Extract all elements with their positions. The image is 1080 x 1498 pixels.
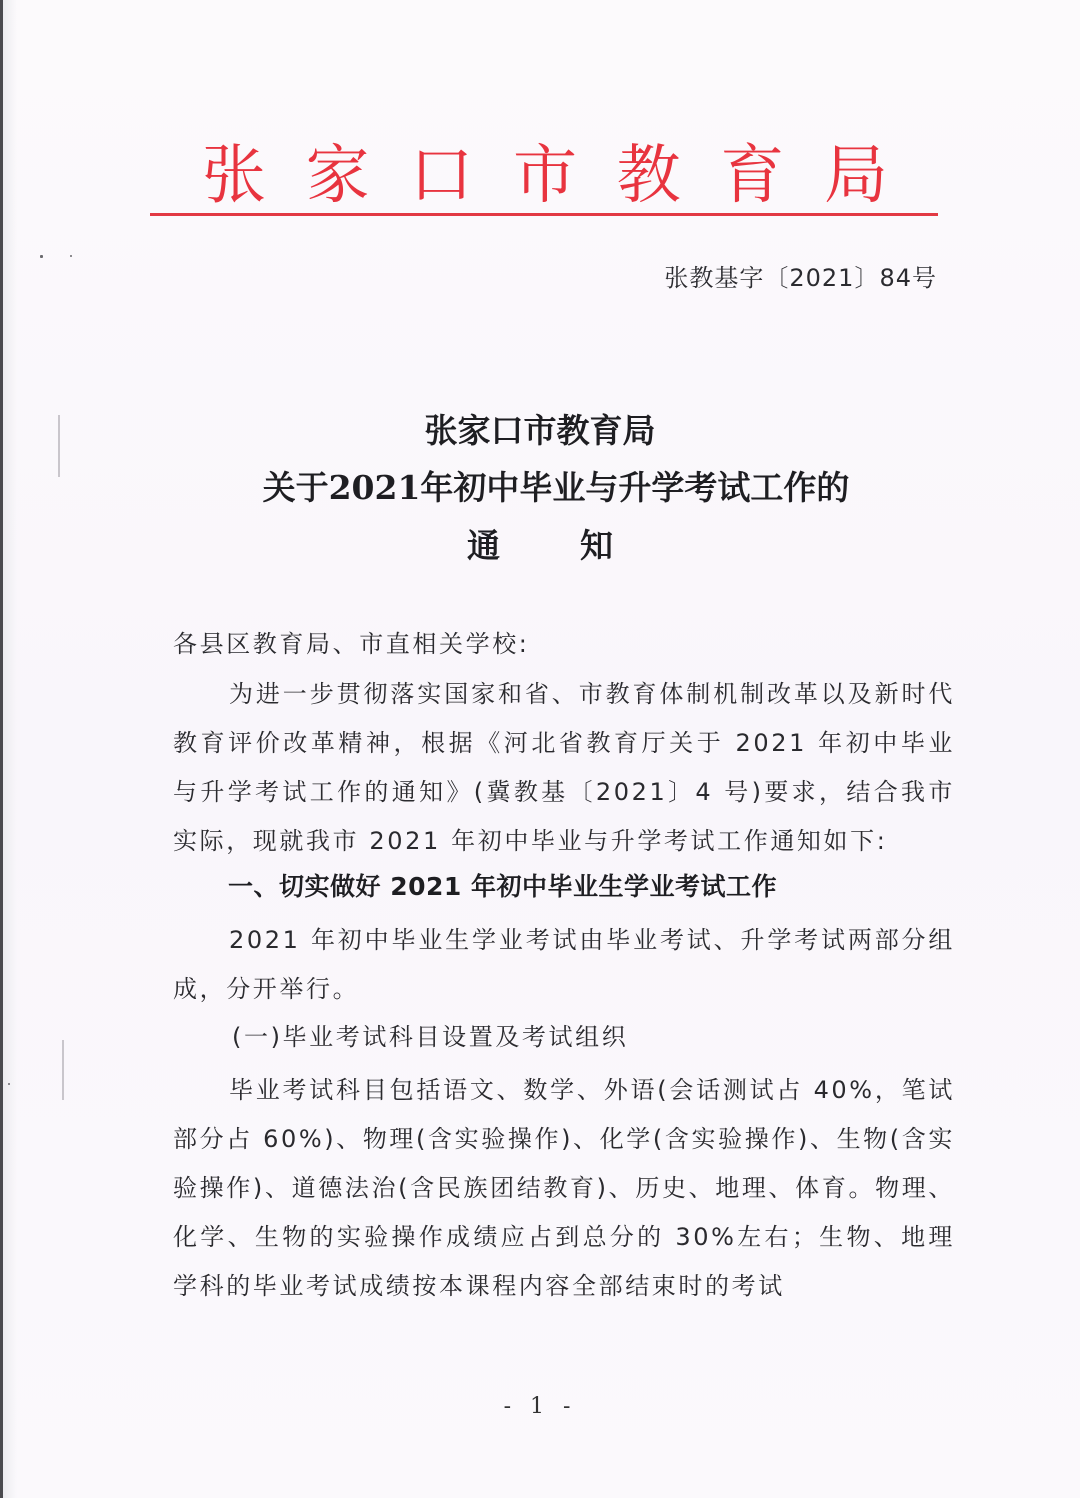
issuer-masthead [150,125,940,215]
salutation: 各县区教育局、市直相关学校: [173,630,530,658]
binding-mark [62,1040,64,1100]
masthead-char: 家 [305,139,370,213]
document-number: 张教基字〔2021〕84号 [664,264,937,292]
section-paragraph: 2021 年初中毕业生学业考试由毕业考试、升学考试两部分组成，分开举行。 [173,926,955,1003]
masthead-char: 局 [823,139,888,213]
title-notice: 通知 [467,526,693,565]
masthead-char: 市 [512,139,577,213]
masthead-char: 张 [202,139,266,213]
page-number: - 1 - [503,1394,577,1419]
scan-speck [40,255,43,258]
masthead-char: 育 [720,139,785,213]
subsection-paragraph: 毕业考试科目包括语文、数学、外语(会话测试占 40%，笔试部分占 60%)、物理(含实验操作)、化学(含实验操作)、生物(含实验操作)、道德法治(含民族团结教育)、历史、地理、体育。物理、化学、生物的实验操作成绩应占到总分的 30%左右；生物、地理学科的毕业考试成绩按本课程内容全部结束时的考试 [173,1076,955,1300]
title-issuer: 张家口市教育局 [424,411,656,450]
intro-paragraph: 为进一步贯彻落实国家和省、市教育体制机制改革以及新时代教育评价改革精神，根据《河北省教育厅关于 2021 年初中毕业与升学考试工作的通知》(冀教基〔2021〕4 号)要求，结合我市实际，现就我市 2021 年初中毕业与升学考试工作通知如下: [173,680,955,855]
masthead-char: 教 [616,139,681,213]
subsection-heading: (一)毕业考试科目设置及考试组织 [232,1023,629,1051]
scan-shadow [3,0,17,1498]
scan-speck [8,1083,10,1085]
masthead-char: 口 [409,139,474,213]
scan-speck [70,255,72,257]
section-heading: 一、切实做好 2021 年初中毕业生学业考试工作 [228,872,777,901]
title-subject: 关于2021年初中毕业与升学考试工作的 [262,468,850,507]
red-divider-rule [150,213,938,216]
